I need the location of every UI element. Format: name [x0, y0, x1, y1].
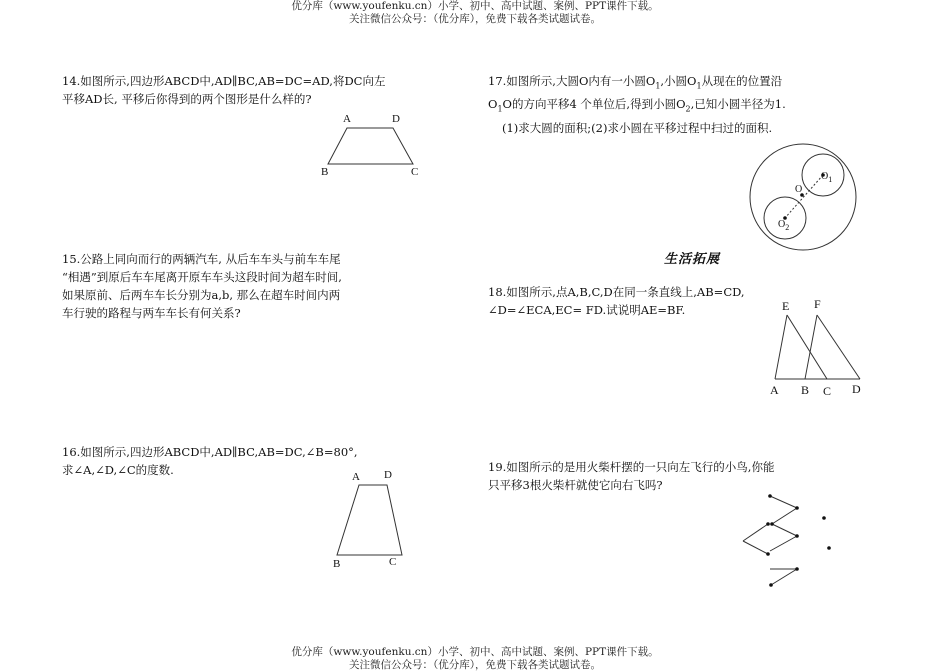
matchstick-6 [770, 536, 797, 551]
fig14-label-c: C [411, 166, 419, 178]
matchsticks [743, 496, 797, 585]
question-14-line-2: 平移AD长, 平移后你得到的两个图形是什么样的? [62, 92, 312, 106]
matchstick-1 [770, 496, 797, 508]
section-title: 生活拓展 [664, 252, 721, 267]
question-15-line-4: 车行驶的路程与两车车长有何关系? [62, 306, 241, 320]
question-16-line-2: 求∠A,∠D,∠C的度数. [62, 463, 174, 477]
question-17-line-2: $O_1O$的方向平移4 个单位后,得到小圆$O_2$,已知小圆半径为1. [488, 97, 786, 114]
question-16-line-1: 16.如图所示,四边形ABCD中,AD∥BC,AB=DC,∠B=80°, [62, 445, 358, 459]
fig18-label-d: D [852, 382, 861, 396]
question-19-line-2: 只平移3根火柴杆就使它向右飞吗? [488, 478, 663, 492]
question-15-line-2: “相遇”到原后车车尾离开原车车头这段时间为超车时间, [62, 270, 342, 284]
matchstick-heads [766, 494, 831, 587]
matchstick-5 [772, 524, 797, 536]
fig17-label-o2: $O_2$ [778, 219, 790, 232]
fig16-label-d: D [384, 469, 392, 481]
fig14-label-d: D [392, 113, 400, 125]
fig14-label-a: A [343, 113, 351, 125]
question-19-line-1: 19.如图所示的是用火柴杆摆的一只向左飞行的小鸟,你能 [488, 460, 775, 474]
matchstick-8 [771, 569, 797, 585]
header-line-1: 优分库（www.youfenku.cn）小学、初中、高中试题、案例、PPT课件下载。 [291, 0, 659, 12]
fig18-label-e: E [782, 299, 790, 313]
fig16-label-c: C [389, 556, 397, 568]
matchstick-2 [772, 508, 797, 524]
fig18-label-f: F [814, 297, 821, 311]
question-14-line-1: 14.如图所示,四边形ABCD中,AD∥BC,AB=DC=AD,将DC向左 [62, 74, 386, 88]
fig14-label-b: B [321, 166, 329, 178]
question-18-line-2: ∠D=∠ECA,EC= FD.试说明AE=BF. [488, 303, 686, 317]
fig18-label-a: A [770, 383, 779, 397]
question-17-line-3: (1)求大圆的面积;(2)求小圆在平移过程中扫过的面积. [502, 120, 773, 135]
fig17-label-o: O [795, 184, 803, 195]
fig18-label-b: B [801, 383, 810, 397]
matchstick-4 [743, 541, 768, 554]
question-15-line-1: 15.公路上同向而行的两辆汽车, 从后车车头与前车车尾 [62, 252, 341, 266]
question-17-line-1: 17.如图所示,大圆O内有一小圆$O_1$,小圆$O_1$从现在的位置沿 [488, 74, 783, 91]
footer-line-1: 优分库（www.youfenku.cn）小学、初中、高中试题、案例、PPT课件下载。 [291, 646, 659, 658]
header-line-2: 关注微信公众号：（优分库），免费下载各类试题试卷。 [349, 13, 601, 25]
fig18-label-c: C [823, 384, 832, 398]
fig16-label-a: A [352, 471, 360, 483]
question-15-line-3: 如果原前、后两车车长分别为a,b, 那么在超车时间内两 [62, 288, 341, 302]
question-18-line-1: 18.如图所示,点A,B,C,D在同一条直线上,AB=CD, [488, 285, 745, 299]
matchstick-3 [743, 524, 768, 541]
fig16-label-b: B [333, 558, 341, 570]
footer-line-2: 关注微信公众号：（优分库），免费下载各类试题试卷。 [349, 659, 601, 671]
fig17-label-o1: $O_1$ [821, 171, 833, 184]
